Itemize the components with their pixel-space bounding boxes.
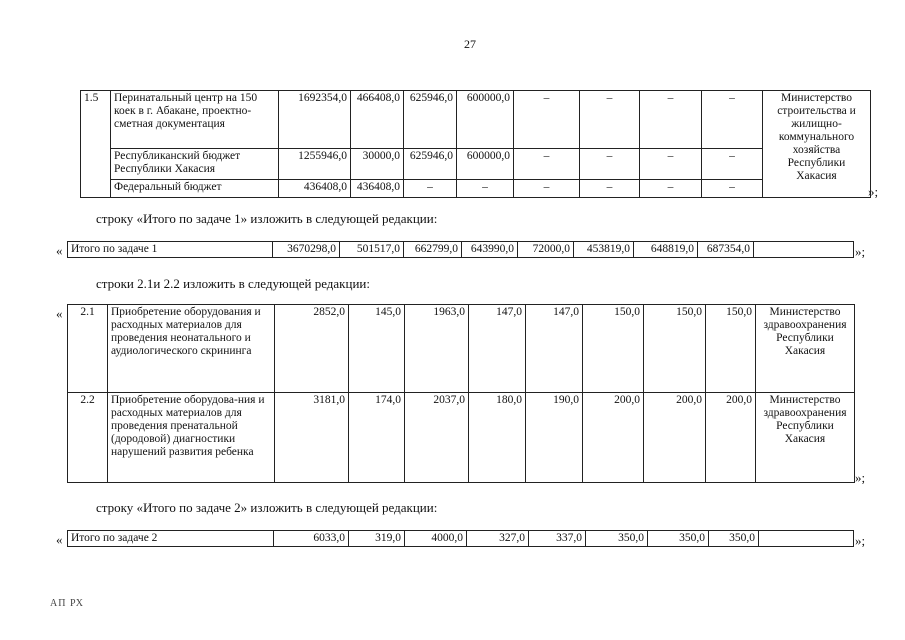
cell: 350,0 bbox=[586, 531, 648, 547]
table-row bbox=[68, 242, 854, 258]
open-quote: « bbox=[56, 532, 63, 547]
cell: – bbox=[514, 91, 580, 149]
cell: 337,0 bbox=[529, 531, 586, 547]
cell: 453819,0 bbox=[574, 242, 634, 258]
row-label: Итого по задаче 2 bbox=[68, 531, 274, 547]
row-label: Федеральный бюджет bbox=[111, 180, 279, 198]
footer-mark: АП РХ bbox=[50, 598, 85, 609]
row-label: Приобретение оборудования и расходных материалов для проведения неонатального и аудиологического скрининга bbox=[108, 305, 275, 393]
cell: 662799,0 bbox=[404, 242, 462, 258]
cell: 147,0 bbox=[469, 305, 526, 393]
paragraph: строки 2.1и 2.2 изложить в следующей редакции: bbox=[96, 276, 370, 291]
org-cell: Министерство здравоохранения Республики Хакасия bbox=[756, 393, 855, 483]
cell: – bbox=[580, 180, 640, 198]
cell: 466408,0 bbox=[351, 91, 404, 149]
cell: 200,0 bbox=[583, 393, 644, 483]
cell: 145,0 bbox=[349, 305, 405, 393]
cell: 150,0 bbox=[583, 305, 644, 393]
cell: 625946,0 bbox=[404, 149, 457, 180]
cell: 350,0 bbox=[648, 531, 709, 547]
cell: 1692354,0 bbox=[279, 91, 351, 149]
cell: – bbox=[640, 91, 702, 149]
row-id: 1.5 bbox=[81, 91, 111, 198]
cell: 1963,0 bbox=[405, 305, 469, 393]
total-row-task-1 bbox=[67, 241, 854, 258]
cell: 200,0 bbox=[644, 393, 706, 483]
page-number: 27 bbox=[464, 37, 476, 51]
cell: 30000,0 bbox=[351, 149, 404, 180]
close-quote: »; bbox=[855, 533, 866, 548]
cell: 436408,0 bbox=[279, 180, 351, 198]
close-quote: »; bbox=[855, 244, 866, 259]
table-row bbox=[68, 393, 855, 483]
cell-empty bbox=[759, 531, 854, 547]
cell: 687354,0 bbox=[698, 242, 754, 258]
table-row bbox=[81, 91, 871, 149]
cell: – bbox=[580, 149, 640, 180]
cell: 190,0 bbox=[526, 393, 583, 483]
cell: 200,0 bbox=[706, 393, 756, 483]
cell: 150,0 bbox=[706, 305, 756, 393]
cell: – bbox=[580, 91, 640, 149]
cell: 180,0 bbox=[469, 393, 526, 483]
cell: 3670298,0 bbox=[273, 242, 340, 258]
total-row-task-2 bbox=[67, 530, 854, 547]
row-id: 2.1 bbox=[68, 305, 108, 393]
cell: 319,0 bbox=[349, 531, 405, 547]
cell: 4000,0 bbox=[405, 531, 467, 547]
row-id: 2.2 bbox=[68, 393, 108, 483]
row-label: Республиканский бюджет Республики Хакасия bbox=[111, 149, 279, 180]
cell: 2037,0 bbox=[405, 393, 469, 483]
close-quote: »; bbox=[855, 470, 866, 485]
org-cell: Министерство строительства и жилищно-коммунального хозяйства Республики Хакасия bbox=[763, 91, 871, 198]
table-row bbox=[68, 305, 855, 393]
cell: 643990,0 bbox=[462, 242, 518, 258]
org-cell: Министерство здравоохранения Республики Хакасия bbox=[756, 305, 855, 393]
cell: 150,0 bbox=[644, 305, 706, 393]
cell: 436408,0 bbox=[351, 180, 404, 198]
open-quote: « bbox=[56, 306, 63, 321]
cell: – bbox=[404, 180, 457, 198]
paragraph: строку «Итого по задаче 2» изложить в следующей редакции: bbox=[96, 500, 438, 515]
cell: – bbox=[514, 149, 580, 180]
paragraph: строку «Итого по задаче 1» изложить в следующей редакции: bbox=[96, 211, 438, 226]
close-quote: »; bbox=[868, 184, 879, 199]
cell: – bbox=[640, 180, 702, 198]
cell: – bbox=[702, 91, 763, 149]
cell: – bbox=[457, 180, 514, 198]
open-quote: « bbox=[56, 243, 63, 258]
cell: 174,0 bbox=[349, 393, 405, 483]
cell: 625946,0 bbox=[404, 91, 457, 149]
cell: – bbox=[702, 180, 763, 198]
table-rows-2 bbox=[67, 304, 855, 483]
cell: 6033,0 bbox=[274, 531, 349, 547]
table-row bbox=[81, 149, 871, 180]
cell: 72000,0 bbox=[518, 242, 574, 258]
row-label: Перинатальный центр на 150 коек в г. Абакане, проектно-сметная документация bbox=[111, 91, 279, 149]
cell: 2852,0 bbox=[275, 305, 349, 393]
cell: 147,0 bbox=[526, 305, 583, 393]
cell-empty bbox=[754, 242, 854, 258]
cell: – bbox=[514, 180, 580, 198]
cell: 501517,0 bbox=[340, 242, 404, 258]
table-row bbox=[81, 180, 871, 198]
cell: – bbox=[702, 149, 763, 180]
row-label: Итого по задаче 1 bbox=[68, 242, 273, 258]
row-label: Приобретение оборудова-ния и расходных материалов для проведения пренатальной (дородовой) диагностики нарушений развития ребенка bbox=[108, 393, 275, 483]
table-row bbox=[68, 531, 854, 547]
cell: 3181,0 bbox=[275, 393, 349, 483]
cell: 648819,0 bbox=[634, 242, 698, 258]
table-row-1-5 bbox=[80, 90, 871, 198]
cell: – bbox=[640, 149, 702, 180]
cell: 350,0 bbox=[709, 531, 759, 547]
cell: 1255946,0 bbox=[279, 149, 351, 180]
cell: 600000,0 bbox=[457, 91, 514, 149]
cell: 600000,0 bbox=[457, 149, 514, 180]
cell: 327,0 bbox=[467, 531, 529, 547]
